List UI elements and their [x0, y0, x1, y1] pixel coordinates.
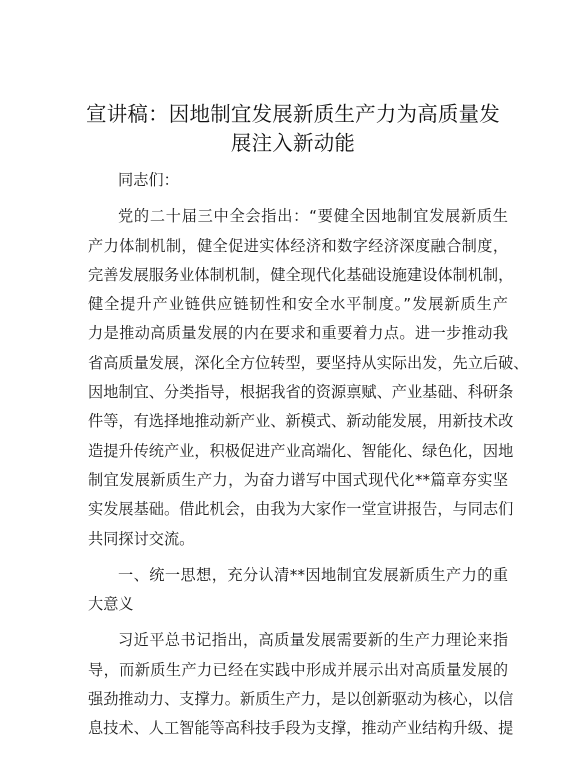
text-line: 省高质量发展，深化全方位转型，要坚持从实际出发，先立后破、: [88, 353, 529, 372]
text-line: 力是推动高质量发展的内在要求和重要着力点。进一步推动我: [88, 324, 508, 343]
text-line: 产力体制机制，健全促进实体经济和数字经济深度融合制度，: [88, 236, 508, 255]
greeting: 同志们：: [118, 171, 179, 189]
text-line: 共同探讨交流。: [88, 529, 195, 548]
text-line: 实发展基础。借此机会，由我为大家作一堂宣讲报告，与同志们: [88, 500, 514, 519]
paragraph-gap: [88, 619, 508, 626]
title-line: 宣讲稿：因地制宜发展新质生产力为高质量发: [86, 102, 500, 126]
text-line: 因地制宜、分类指导，根据我省的资源禀赋、产业基础、科研条: [88, 383, 514, 402]
paragraph-gap: [88, 195, 508, 202]
text-line: 健全提升产业链供应链韧性和安全水平制度。”发展新质生产: [88, 295, 508, 314]
title-line: 展注入新动能: [230, 131, 356, 155]
text-line: 导，而新质生产力已经在实践中形成并展示出对高质量发展的: [88, 660, 508, 679]
text-line: 强劲推动力、支撑力。新质生产力，是以创新驱动为核心，以信: [88, 690, 514, 709]
text-line: 息技术、人工智能等高科技手段为支撑，推动产业结构升级、提: [88, 719, 514, 738]
text-line: 完善发展服务业体制机制，健全现代化基础设施建设体制机制，: [88, 265, 514, 284]
text-line: 党的二十届三中全会指出：“要健全因地制宜发展新质生: [118, 207, 508, 226]
paragraph-gap: [88, 554, 508, 561]
paragraph-intro: [88, 202, 529, 554]
document-body: [88, 166, 529, 744]
heading-line: 一、统一思想，充分认清**因地制宜发展新质生产力的重: [118, 565, 508, 584]
text-line: 习近平总书记指出，高质量发展需要新的生产力理论来指: [118, 631, 508, 650]
heading-line: 大意义: [88, 595, 134, 614]
section-heading-1: [88, 561, 508, 620]
text-line: 制宜发展新质生产力，为奋力谱写中国式现代化**篇章夯实坚: [88, 470, 508, 489]
paragraph-section-1: [88, 626, 514, 743]
text-line: 件等，有选择地推动新产业、新模式、新动能发展，用新技术改: [88, 412, 514, 431]
text-line: 造提升传统产业，积极促进产业高端化、智能化、绿色化，因地: [88, 441, 514, 460]
document-title: [60, 100, 526, 158]
